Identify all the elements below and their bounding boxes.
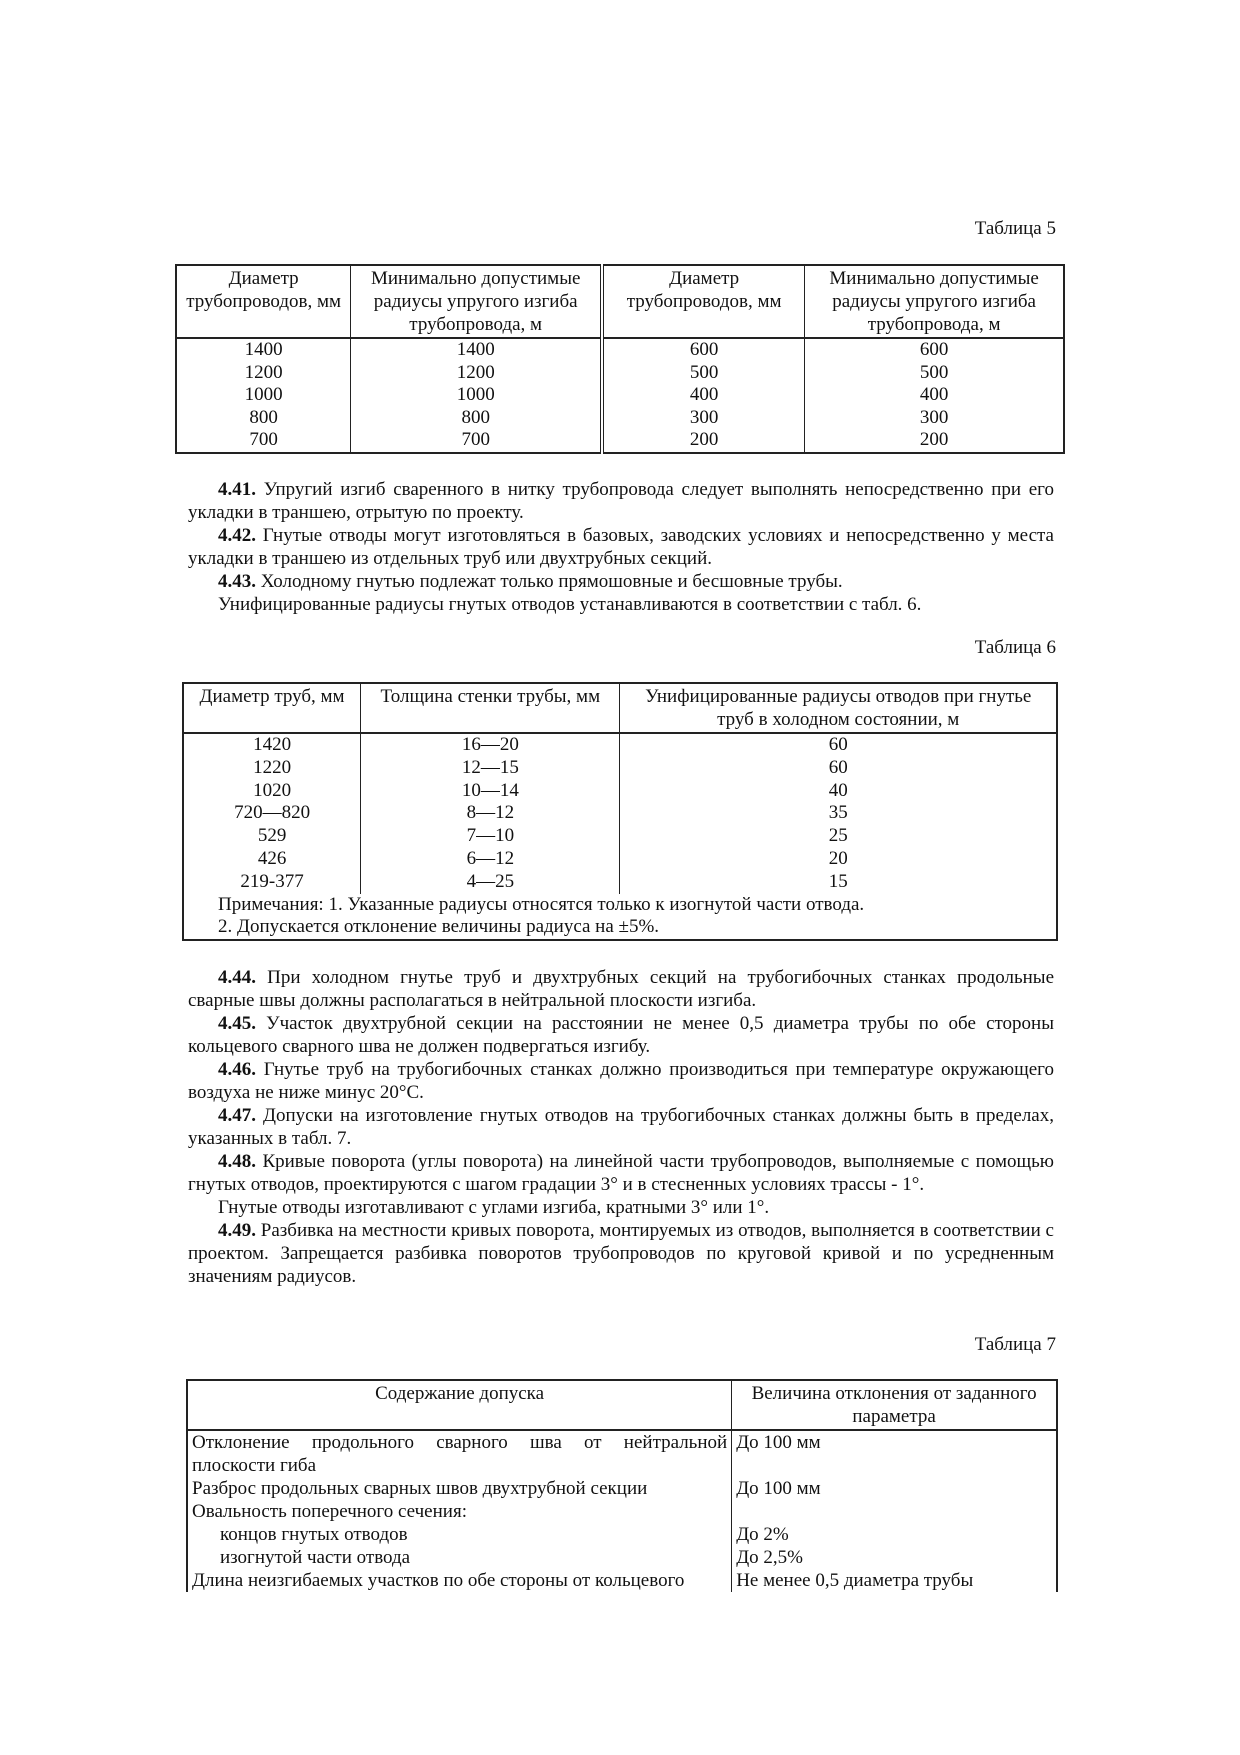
table-cell: 20 xyxy=(828,847,848,869)
table-cell: 15 xyxy=(828,870,848,892)
paragraph-number: 4.42. xyxy=(218,525,256,546)
table-cell: 1000 xyxy=(351,384,602,407)
table-row xyxy=(183,802,1057,825)
paragraph-text: Разбивка на местности кривых поворота, монтируемых из отводов, выполняется в соответствии с проектом. Запрещается разбивка поворотов трубопроводов по круговой кривой и по усредненным значениям радиусов. xyxy=(188,1220,1054,1287)
table6-note: Примечания: 1. Указанные радиусы относятся только к изогнутой части отвода. xyxy=(218,893,865,915)
table-cell: 1020 xyxy=(183,780,361,803)
paragraph-number: 4.43. xyxy=(218,571,256,592)
table-row xyxy=(183,848,1057,871)
table-cell: 1400 xyxy=(176,338,351,362)
table-row xyxy=(176,429,1064,453)
table-row xyxy=(187,1500,1057,1523)
table-cell: 426 xyxy=(183,848,361,871)
table5-header: Минимально допустимые радиусы упругого изгиба трубопровода, м xyxy=(805,265,1064,338)
table6-note: 2. Допускается отклонение величины радиуса на ±5%. xyxy=(218,916,660,938)
table-cell: 500 xyxy=(602,362,805,385)
table7-caption: Таблица 7 xyxy=(974,1334,1056,1355)
paragraph-text: Гнутые отводы изготавливают с углами изгиба, кратными 3° или 1°. xyxy=(218,1197,770,1218)
table7 xyxy=(186,1379,1058,1592)
paragraphs-block-2 xyxy=(188,966,1054,1288)
table-row xyxy=(187,1569,1057,1592)
table-cell: 720—820 xyxy=(183,802,361,825)
paragraphs-block-1 xyxy=(188,478,1054,616)
table-row xyxy=(187,1523,1057,1546)
table5 xyxy=(175,264,1065,454)
table-cell: 1220 xyxy=(183,757,361,780)
table-row xyxy=(183,733,1057,757)
paragraph-text: Кривые поворота (углы поворота) на линейной части трубопроводов, выполняемые с помощью гнутых отводов, проектируются с шагом градации 3° и в стесненных условиях трассы - 1°. xyxy=(188,1151,1054,1195)
paragraph xyxy=(188,593,1054,616)
table-row xyxy=(183,780,1057,803)
paragraph xyxy=(188,570,1054,593)
table-row xyxy=(183,757,1057,780)
table-cell: 35 xyxy=(828,802,848,824)
table6-header-row xyxy=(183,683,1057,733)
table-cell: До 2% xyxy=(736,1524,789,1545)
paragraph-number: 4.49. xyxy=(218,1220,256,1241)
table-cell: 1420 xyxy=(183,733,361,757)
paragraph-text: Холодному гнутью подлежат только прямошовные и бесшовные трубы. xyxy=(256,571,843,592)
table-cell: Разброс продольных сварных швов двухтрубной секции xyxy=(187,1477,732,1500)
table-cell: 1000 xyxy=(176,384,351,407)
paragraph-number: 4.48. xyxy=(218,1151,256,1172)
table-row xyxy=(187,1477,1057,1500)
table-row xyxy=(176,407,1064,430)
table-row xyxy=(176,338,1064,362)
table-row xyxy=(187,1546,1057,1569)
table7-header: Величина отклонения от заданного параметра xyxy=(732,1380,1057,1430)
table-cell: Отклонение продольного сварного шва от нейтральной плоскости гиба xyxy=(187,1430,732,1477)
table6-header: Унифицированные радиусы отводов при гнутье труб в холодном состоянии, м xyxy=(620,683,1057,733)
paragraph-text: Участок двухтрубной секции на расстоянии не менее 0,5 диаметра трубы по обе стороны кольцевого сварного шва не должен подвергаться изгибу. xyxy=(188,1013,1054,1057)
table-row xyxy=(176,362,1064,385)
table-cell: 1400 xyxy=(351,338,602,362)
table-cell: 300 xyxy=(602,407,805,430)
paragraph-number: 4.46. xyxy=(218,1059,256,1080)
table-cell: 16—20 xyxy=(361,733,620,757)
paragraph xyxy=(188,1104,1054,1150)
table-cell: 1200 xyxy=(176,362,351,385)
table-cell: 600 xyxy=(602,338,805,362)
table5-caption: Таблица 5 xyxy=(974,218,1056,239)
table7-header: Содержание допуска xyxy=(187,1380,732,1430)
table5-header: Диаметр трубопроводов, мм xyxy=(602,265,805,338)
paragraph xyxy=(188,1219,1054,1288)
paragraph xyxy=(188,524,1054,570)
table-cell: 60 xyxy=(828,734,848,755)
table-row xyxy=(183,871,1057,894)
paragraph xyxy=(188,1012,1054,1058)
paragraph xyxy=(188,1150,1054,1196)
table-cell: 60 xyxy=(828,756,848,778)
table-cell: 600 xyxy=(919,339,949,360)
table-cell: изогнутой части отвода xyxy=(187,1546,732,1569)
table-cell: До 100 мм xyxy=(736,1432,821,1453)
paragraph xyxy=(188,1196,1054,1219)
table-cell: 800 xyxy=(351,407,602,430)
table-cell: Не менее 0,5 диаметра трубы xyxy=(736,1570,974,1591)
table-row xyxy=(183,825,1057,848)
table-cell: 7—10 xyxy=(361,825,620,848)
table-cell: 400 xyxy=(919,384,949,405)
table-cell: 529 xyxy=(183,825,361,848)
table-cell: Овальность поперечного сечения: xyxy=(187,1500,732,1523)
table-cell: 300 xyxy=(919,406,949,428)
table7-header-row xyxy=(187,1380,1057,1430)
table6 xyxy=(182,682,1058,941)
paragraph xyxy=(188,1058,1054,1104)
table-cell: 219-377 xyxy=(183,871,361,894)
table-cell: 200 xyxy=(919,429,949,450)
paragraph-number: 4.47. xyxy=(218,1105,256,1126)
paragraph-number: 4.41. xyxy=(218,479,256,500)
paragraph-text: Гнутье труб на трубогибочных станках должно производиться при температуре окружающего воздуха не ниже минус 20°С. xyxy=(188,1059,1054,1103)
paragraph-text: Гнутые отводы могут изготовляться в базовых, заводских условиях и непосредственно у места укладки в траншею из отдельных труб или двухтрубных секций. xyxy=(188,525,1054,569)
table-cell: концов гнутых отводов xyxy=(187,1523,732,1546)
table-cell: 4—25 xyxy=(361,871,620,894)
paragraph-text: При холодном гнутье труб и двухтрубных секций на трубогибочных станках продольные сварные швы должны располагаться в нейтральной плоскости изгиба. xyxy=(188,967,1054,1011)
table-row xyxy=(176,384,1064,407)
table6-note-row xyxy=(183,916,1057,940)
table6-caption: Таблица 6 xyxy=(974,637,1056,658)
table-cell: 700 xyxy=(176,429,351,453)
table-cell: 400 xyxy=(602,384,805,407)
table-row xyxy=(187,1430,1057,1477)
table-cell: 6—12 xyxy=(361,848,620,871)
table5-header: Диаметр трубопроводов, мм xyxy=(176,265,351,338)
table5-header-row xyxy=(176,265,1064,338)
table-cell: 1200 xyxy=(351,362,602,385)
paragraph-text: Допуски на изготовление гнутых отводов на трубогибочных станках должны быть в пределах, указанных в табл. 7. xyxy=(188,1105,1054,1149)
table-cell: 12—15 xyxy=(361,757,620,780)
paragraph xyxy=(188,478,1054,524)
table-cell: 800 xyxy=(176,407,351,430)
paragraph-text: Упругий изгиб сваренного в нитку трубопровода следует выполнять непосредственно при его укладки в траншею, отрытую по проекту. xyxy=(188,479,1054,523)
paragraph-text: Унифицированные радиусы гнутых отводов устанавливаются в соответствии с табл. 6. xyxy=(218,594,922,615)
table-cell xyxy=(732,1500,1057,1523)
table6-header: Толщина стенки трубы, мм xyxy=(361,683,620,733)
table-cell: 40 xyxy=(828,779,848,801)
table5-header: Минимально допустимые радиусы упругого изгиба трубопровода, м xyxy=(351,265,602,338)
table-cell: До 2,5% xyxy=(736,1547,803,1568)
table-cell: До 100 мм xyxy=(736,1478,821,1499)
table-cell: 700 xyxy=(351,429,602,453)
table6-note-row xyxy=(183,894,1057,917)
table-cell: 500 xyxy=(919,361,949,383)
paragraph xyxy=(188,966,1054,1012)
paragraph-number: 4.45. xyxy=(218,1013,256,1034)
paragraph-number: 4.44. xyxy=(218,967,256,988)
table-cell: 200 xyxy=(602,429,805,453)
table6-header: Диаметр труб, мм xyxy=(183,683,361,733)
table-cell: 25 xyxy=(828,825,848,847)
table-cell: 8—12 xyxy=(361,802,620,825)
table-cell: Длина неизгибаемых участков по обе стороны от кольцевого xyxy=(187,1569,732,1592)
table-cell: 10—14 xyxy=(361,780,620,803)
